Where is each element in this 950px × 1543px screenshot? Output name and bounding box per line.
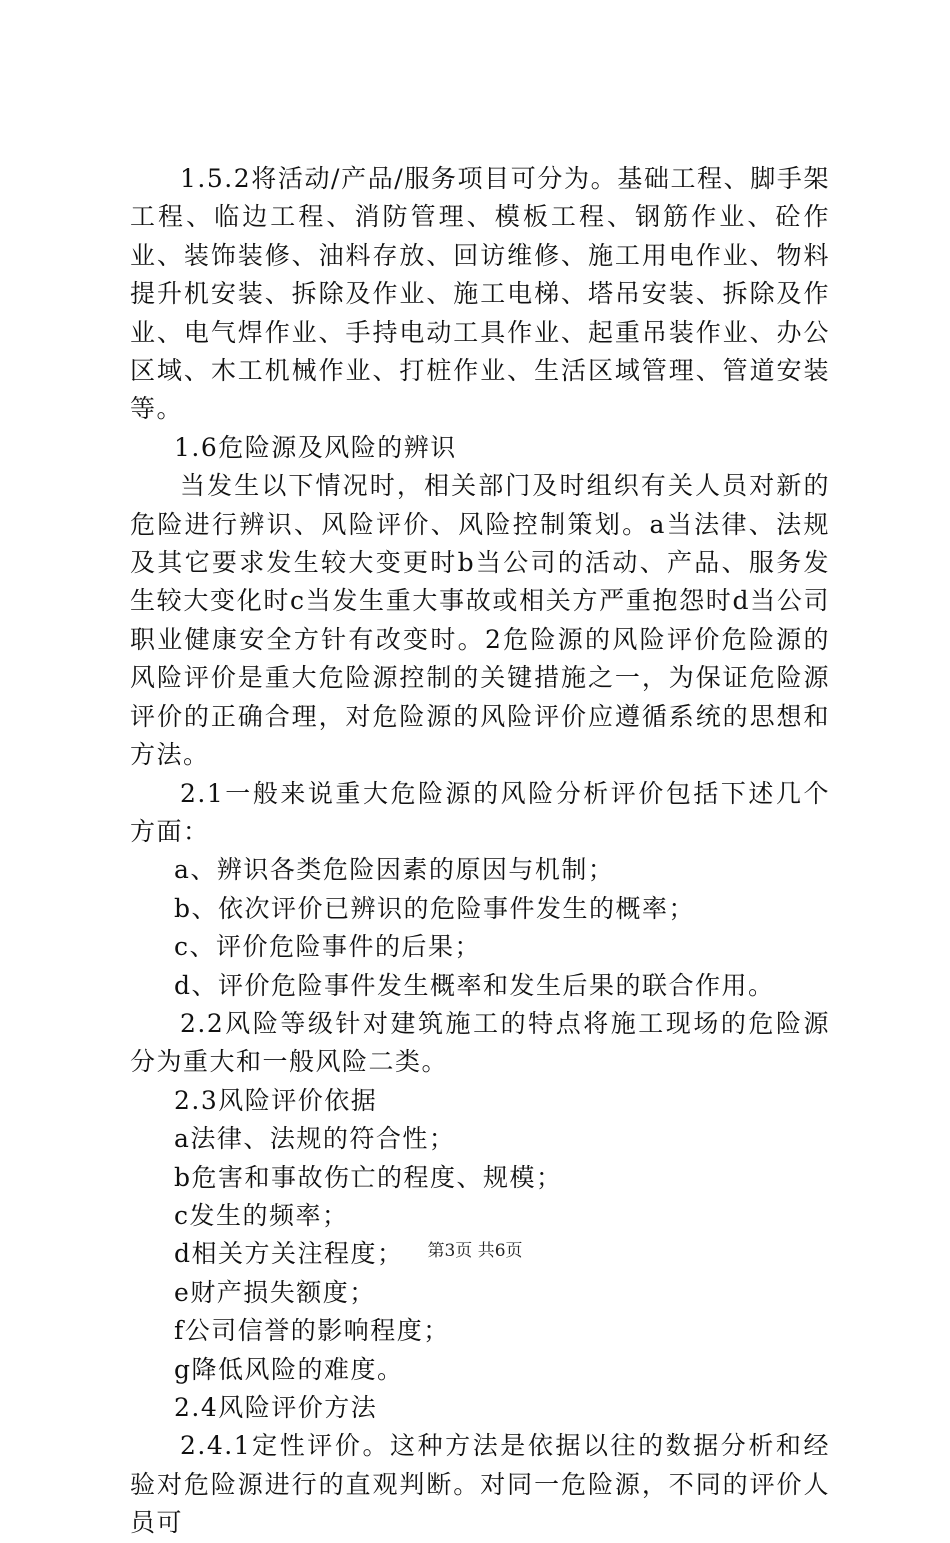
list-item: a、辨识各类危险因素的原因与机制； (174, 855, 615, 885)
list-item: a法律、法规的符合性； (174, 1124, 456, 1154)
heading-risk-evaluation-basis: 2.3风险评价依据 (174, 1085, 378, 1115)
list-item: d相关方关注程度； (174, 1239, 404, 1269)
list-item: b危害和事故伤亡的程度、规模； (174, 1162, 563, 1192)
paragraph-risk-analysis-aspects: 2.1一般来说重大危险源的风险分析评价包括下述几个方面： (130, 778, 830, 846)
paragraph-qualitative-evaluation: 2.4.1定性评价。这种方法是依据以往的数据分析和经验对危险源进行的直观判断。对同一危险源，不同的评价人员可 (130, 1431, 830, 1538)
page-footer (0, 1240, 950, 1262)
list-item: d、评价危险事件发生概率和发生后果的联合作用。 (174, 970, 775, 1000)
list-item: b、依次评价已辨识的危险事件发生的概率； (174, 893, 696, 923)
heading-hazard-identification: 1.6危险源及风险的辨识 (174, 432, 457, 462)
document-body (130, 160, 830, 1543)
paragraph-activity-classification: 1.5.2将活动/产品/服务项目可分为。基础工程、脚手架工程、临边工程、消防管理、模板工程、钢筋作业、砼作业、装饰装修、油料存放、回访维修、施工用电作业、物料提升机安装、拆除及作业、施工电梯、塔吊安装、拆除及作业、电气焊作业、手持电动工具作业、起重吊装作业、办公区域、木工机械作业、打桩作业、生活区域管理、管道安装等。 (130, 164, 830, 424)
paragraph-risk-levels: 2.2风险等级针对建筑施工的特点将施工现场的危险源分为重大和一般风险二类。 (130, 1008, 830, 1077)
heading-risk-evaluation-method: 2.4风险评价方法 (174, 1393, 378, 1422)
page-number-label: 第3页 共6页 (427, 1241, 523, 1261)
list-item: c发生的频率； (174, 1200, 349, 1230)
paragraph-identification-conditions: 当发生以下情况时，相关部门及时组织有关人员对新的危险进行辨识、风险评价、风险控制策划。a当法律、法规及其它要求发生较大变更时b当公司的活动、产品、服务发生较大变化时c当发生重大事故或相关方严重抱怨时d当公司职业健康安全方针有改变时。2危险源的风险评价危险源的风险评价是重大危险源控制的关键措施之一，为保证危险源评价的正确合理，对危险源的风险评价应遵循系统的思想和方法。 (130, 471, 830, 770)
list-item: f公司信誉的影响程度； (174, 1316, 450, 1346)
list-item: c、评价危险事件的后果； (174, 932, 482, 962)
list-item: g降低风险的难度。 (174, 1354, 404, 1384)
list-item: e财产损失额度； (174, 1277, 376, 1307)
